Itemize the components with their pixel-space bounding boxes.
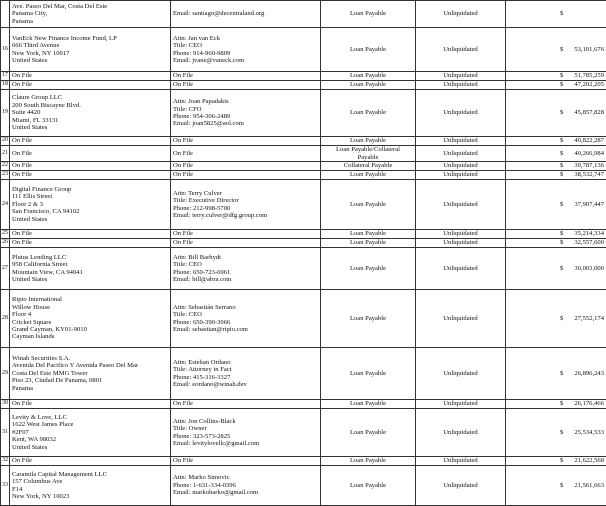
table-row xyxy=(1,180,606,230)
table-row xyxy=(1,146,606,162)
currency-symbol: $ xyxy=(508,370,563,377)
table-row xyxy=(1,409,606,457)
claim-status: Unliquidated xyxy=(416,230,506,239)
row-number: 18 xyxy=(1,81,10,90)
claim-nature: Loan Payable xyxy=(321,171,416,180)
creditor-name-address: On File xyxy=(10,162,171,171)
currency-symbol: $ xyxy=(508,171,563,178)
row-number xyxy=(1,1,10,28)
creditor-contact: Attn: Bill Barhydt Title: CEO Phone: 650-723-6961 Email: bill@abra.com xyxy=(171,248,321,290)
currency-symbol: $ xyxy=(508,81,563,88)
creditor-contact: On File xyxy=(171,239,321,248)
claim-amount xyxy=(506,171,606,180)
amount-value: 37,907,447 xyxy=(574,201,604,208)
claim-status: Unliquidated xyxy=(416,162,506,171)
claim-status: Unliquidated xyxy=(416,180,506,230)
table-row xyxy=(1,90,606,137)
claim-amount xyxy=(506,230,606,239)
row-number: 23 xyxy=(1,171,10,180)
claim-amount xyxy=(506,466,606,506)
claim-status: Unliquidated xyxy=(416,1,506,28)
creditor-name-address: Caramila Capital Management LLC 157 Columbus Ave F14 New York, NY 10023 xyxy=(10,466,171,506)
creditor-contact: Attn: Jon Collins-Black Title: Owner Phone: 323-573-2825 Email: levitylovellc@gmail.com xyxy=(171,409,321,457)
claim-nature: Loan Payable xyxy=(321,248,416,290)
creditor-name-address: Ave. Paseo Del Mar, Costa Del Este Panama City, Panama xyxy=(10,1,171,28)
amount-value: 40,822,287 xyxy=(574,137,604,144)
row-number: 26 xyxy=(1,239,10,248)
currency-symbol: $ xyxy=(508,201,563,208)
claim-nature: Loan Payable xyxy=(321,409,416,457)
creditor-name-address: Digital Finance Group 111 Ellis Street Floor 2 & 3 San Francisco, CA 94102 United States xyxy=(10,180,171,230)
claim-status: Unliquidated xyxy=(416,248,506,290)
creditor-contact: On File xyxy=(171,81,321,90)
creditor-name-address: On File xyxy=(10,72,171,81)
creditor-contact: Attn: Esteban Ordano Title: Attorney in Fact Phone: 415-316-3327 Email: eordano@winah.dev xyxy=(171,348,321,400)
table-row xyxy=(1,466,606,506)
creditor-name-address: On File xyxy=(10,171,171,180)
table-row xyxy=(1,400,606,409)
currency-symbol: $ xyxy=(508,315,563,322)
currency-symbol: $ xyxy=(508,10,563,17)
creditor-name-address: On File xyxy=(10,230,171,239)
claim-amount xyxy=(506,400,606,409)
amount-value: 27,552,174 xyxy=(574,315,604,322)
creditor-name-address: Levity & Love, LLC 1622 West James Place #2F07 Kent, WA 98032 United States xyxy=(10,409,171,457)
claim-nature: Loan Payable xyxy=(321,400,416,409)
creditor-name-address: Ripio International Willow House Floor 4 Cricket Square Grand Cayman, KY01-9010 Cayman Islands xyxy=(10,290,171,348)
amount-value: 45,857,828 xyxy=(574,109,604,116)
creditor-contact: On File xyxy=(171,171,321,180)
creditor-contact: Email: santiago@decentraland.org xyxy=(171,1,321,28)
amount-value: 25,534,533 xyxy=(574,429,604,436)
claim-amount xyxy=(506,28,606,72)
claim-amount xyxy=(506,409,606,457)
amount-value: 32,557,600 xyxy=(574,239,604,246)
creditor-name-address: Winah Securities S.A. Avenida Del Pacifico Y Avenida Paseo Del Mar Costa Del Este MMG Tower Piso 23, Ciudad De Panama, 0801 Panama xyxy=(10,348,171,400)
claim-amount xyxy=(506,146,606,162)
claim-status: Unliquidated xyxy=(416,137,506,146)
claim-nature: Loan Payable xyxy=(321,72,416,81)
row-number: 17 xyxy=(1,72,10,81)
claim-amount xyxy=(506,457,606,466)
creditor-name-address: Claure Group LLC 200 South Biscayne Blvd. Suite 4420 Miami, FL 33131 United States xyxy=(10,90,171,137)
claim-amount xyxy=(506,180,606,230)
creditor-name-address: On File xyxy=(10,457,171,466)
creditor-contact: On File xyxy=(171,72,321,81)
claim-status: Unliquidated xyxy=(416,457,506,466)
claim-nature: Loan Payable xyxy=(321,1,416,28)
row-number: 20 xyxy=(1,137,10,146)
table-row xyxy=(1,72,606,81)
claim-status: Unliquidated xyxy=(416,171,506,180)
table-row xyxy=(1,230,606,239)
row-number: 28 xyxy=(1,290,10,348)
amount-value: 40,266,984 xyxy=(574,150,604,157)
amount-value: 30,003,000 xyxy=(574,265,604,272)
currency-symbol: $ xyxy=(508,109,563,116)
claim-status: Unliquidated xyxy=(416,400,506,409)
claim-status: Unliquidated xyxy=(416,348,506,400)
claim-status: Unliquidated xyxy=(416,81,506,90)
table-row xyxy=(1,457,606,466)
row-number: 22 xyxy=(1,162,10,171)
table-row xyxy=(1,248,606,290)
claim-nature: Loan Payable xyxy=(321,137,416,146)
creditor-name-address: On File xyxy=(10,137,171,146)
claim-status: Unliquidated xyxy=(416,28,506,72)
amount-value: 35,214,334 xyxy=(574,230,604,237)
creditor-name-address: On File xyxy=(10,400,171,409)
claim-nature: Collateral Payable xyxy=(321,162,416,171)
currency-symbol: $ xyxy=(508,230,563,237)
table-row xyxy=(1,290,606,348)
creditor-contact: Attn: Jan van Eck Title: CEO Phone: 914-960-9809 Email: jvane@vaneck.com xyxy=(171,28,321,72)
row-number: 21 xyxy=(1,146,10,162)
row-number: 33 xyxy=(1,466,10,506)
creditor-contact: On File xyxy=(171,400,321,409)
table-row xyxy=(1,28,606,72)
amount-value: 38,532,747 xyxy=(574,171,604,178)
claim-nature: Loan Payable xyxy=(321,466,416,506)
currency-symbol: $ xyxy=(508,429,563,436)
claim-nature: Loan Payable/Collateral Payable xyxy=(321,146,416,162)
claim-amount xyxy=(506,137,606,146)
claim-amount xyxy=(506,72,606,81)
table-row xyxy=(1,239,606,248)
currency-symbol: $ xyxy=(508,137,563,144)
claim-amount xyxy=(506,81,606,90)
claim-nature: Loan Payable xyxy=(321,230,416,239)
creditor-contact: Attn: Sebastián Serrano Title: CEO Phone: 650-390-3966 Email: sebastian@ripio.com xyxy=(171,290,321,348)
claim-nature: Loan Payable xyxy=(321,239,416,248)
claim-amount xyxy=(506,348,606,400)
currency-symbol: $ xyxy=(508,150,563,157)
creditor-name-address: VanEck New Finance Income Fund, LP 666 Third Avenue New York, NY 10017 United States xyxy=(10,28,171,72)
currency-symbol: $ xyxy=(508,46,563,53)
table-row xyxy=(1,81,606,90)
currency-symbol: $ xyxy=(508,457,563,464)
claim-nature: Loan Payable xyxy=(321,28,416,72)
currency-symbol: $ xyxy=(508,482,563,489)
amount-value: 21,561,663 xyxy=(574,482,604,489)
row-number: 19 xyxy=(1,90,10,137)
currency-symbol: $ xyxy=(508,265,563,272)
creditor-contact: On File xyxy=(171,230,321,239)
row-number: 24 xyxy=(1,180,10,230)
claim-status: Unliquidated xyxy=(416,409,506,457)
amount-value: 26,176,466 xyxy=(574,400,604,407)
row-number: 16 xyxy=(1,28,10,72)
claim-amount xyxy=(506,248,606,290)
claim-status: Unliquidated xyxy=(416,239,506,248)
row-number: 32 xyxy=(1,457,10,466)
row-number: 25 xyxy=(1,230,10,239)
creditor-name-address: On File xyxy=(10,239,171,248)
claim-status: Unliquidated xyxy=(416,90,506,137)
claim-nature: Loan Payable xyxy=(321,90,416,137)
claim-nature: Loan Payable xyxy=(321,457,416,466)
currency-symbol: $ xyxy=(508,72,563,79)
claim-amount xyxy=(506,239,606,248)
amount-value: 26,896,243 xyxy=(574,370,604,377)
amount-value: 39,787,136 xyxy=(574,162,604,169)
currency-symbol: $ xyxy=(508,162,563,169)
creditor-name-address: On File xyxy=(10,81,171,90)
claim-amount xyxy=(506,1,606,28)
row-number: 30 xyxy=(1,400,10,409)
row-number: 31 xyxy=(1,409,10,457)
table-row xyxy=(1,1,606,28)
claim-status: Unliquidated xyxy=(416,290,506,348)
claim-nature: Loan Payable xyxy=(321,81,416,90)
creditor-contact: On File xyxy=(171,146,321,162)
table-row xyxy=(1,137,606,146)
creditor-contact: On File xyxy=(171,137,321,146)
amount-value: 47,202,205 xyxy=(574,81,604,88)
amount-value: 53,101,676 xyxy=(574,46,604,53)
claim-nature: Loan Payable xyxy=(321,348,416,400)
table-row xyxy=(1,348,606,400)
claim-amount xyxy=(506,290,606,348)
row-number: 29 xyxy=(1,348,10,400)
claim-nature: Loan Payable xyxy=(321,180,416,230)
creditor-contact: Attn: Terry Culver Title: Executive Director Phone: 212-998-5700 Email: terry.culver@dfg.group.com xyxy=(171,180,321,230)
claim-amount xyxy=(506,90,606,137)
creditor-table-body xyxy=(1,1,606,506)
creditor-contact: Attn: Joan Papadakis Title: CFO Phone: 954-306-2489 Email: joan5825@aol.com xyxy=(171,90,321,137)
amount-value: 21,622,568 xyxy=(574,457,604,464)
currency-symbol: $ xyxy=(508,400,563,407)
claim-status: Unliquidated xyxy=(416,72,506,81)
table-row xyxy=(1,171,606,180)
claim-amount xyxy=(506,162,606,171)
claim-status: Unliquidated xyxy=(416,466,506,506)
currency-symbol: $ xyxy=(508,239,563,246)
row-number: 27 xyxy=(1,248,10,290)
creditor-contact: On File xyxy=(171,162,321,171)
table-row xyxy=(1,162,606,171)
amount-value: 51,785,259 xyxy=(574,72,604,79)
creditor-name-address: On File xyxy=(10,146,171,162)
claim-status: Unliquidated xyxy=(416,146,506,162)
creditor-name-address: Plutus Lending LLC 958 California Street Mountain View, CA 94041 United States xyxy=(10,248,171,290)
creditor-contact: Attn: Marko Simovic Phone: 1-631-334-0396 Email: markobarko@gmail.com xyxy=(171,466,321,506)
claim-nature: Loan Payable xyxy=(321,290,416,348)
creditor-contact: On File xyxy=(171,457,321,466)
